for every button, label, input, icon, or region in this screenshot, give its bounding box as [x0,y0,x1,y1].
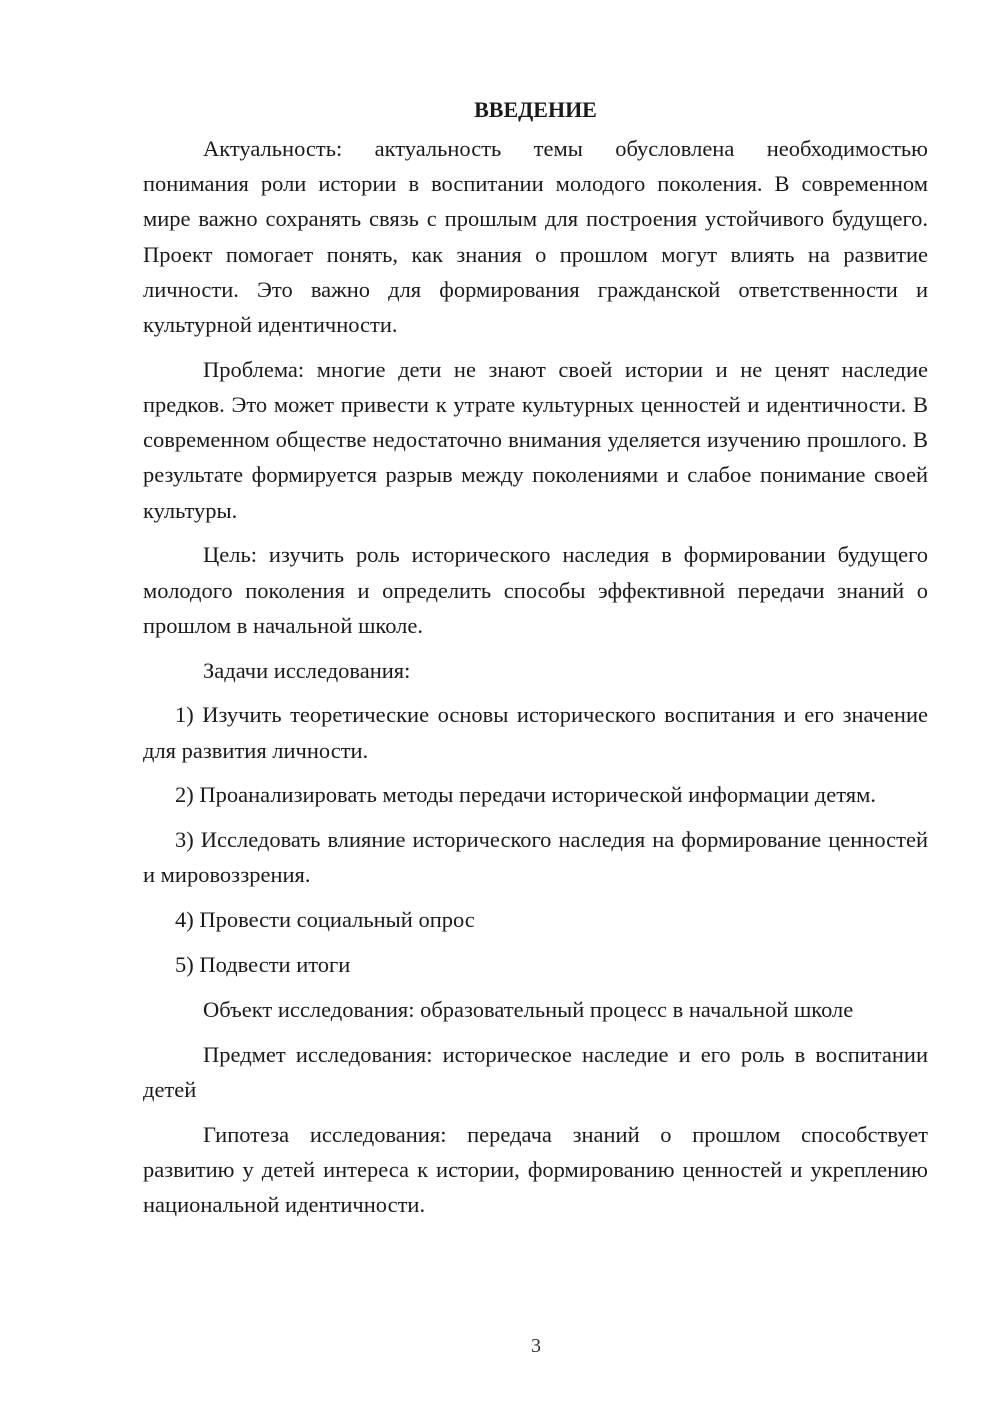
page-title: ВВЕДЕНИЕ [474,97,597,122]
relevance-paragraph: Актуальность: актуальность темы обусловлена необходимостью понимания роли истории в воспитании молодого поколения. В современном мире важно сохранять связь с прошлым для построения устойчивого будущего. Проект помогает понять, как знания о прошлом могут влиять на развитие личности. Это важно для формирования гражданской ответственности и культурной идентичности. [143,136,928,338]
task-item-1: 1) Изучить теоретические основы исторического воспитания и его значение для развития личности. [143,702,928,763]
task-item-4: 4) Провести социальный опрос [175,907,475,933]
tasks-heading: Задачи исследования: [203,657,411,683]
problem-paragraph: Проблема: многие дети не знают своей истории и не ценят наследие предков. Это может привести к утрате культурных ценностей и идентичности. В современном обществе недостаточно внимания уделяется изучению прошлого. В результате формируется разрыв между поколениями и слабое понимание своей культуры. [143,356,928,523]
task-item-5: 5) Подвести итоги [175,952,351,978]
research-object-paragraph: Объект исследования: образовательный процесс в начальной школе [203,996,854,1022]
task-item-3: 3) Исследовать влияние исторического наследия на формирование ценностей и мировоззрения. [143,827,928,888]
goal-paragraph: Цель: изучить роль исторического наследия в формировании будущего молодого поколения и определить способы эффективной передачи знаний о прошлом в начальной школе. [143,542,928,638]
research-hypothesis-paragraph: Гипотеза исследования: передача знаний о прошлом способствует развитию у детей интереса к истории, формированию ценностей и укреплению национальной идентичности. [143,1121,928,1218]
task-item-2: 2) Проанализировать методы передачи исторической информации детям. [175,782,876,808]
page-number: 3 [531,1335,541,1357]
document-page [143,92,928,1232]
research-subject-paragraph: Предмет исследования: историческое наследие и его роль в воспитании детей [143,1041,928,1102]
